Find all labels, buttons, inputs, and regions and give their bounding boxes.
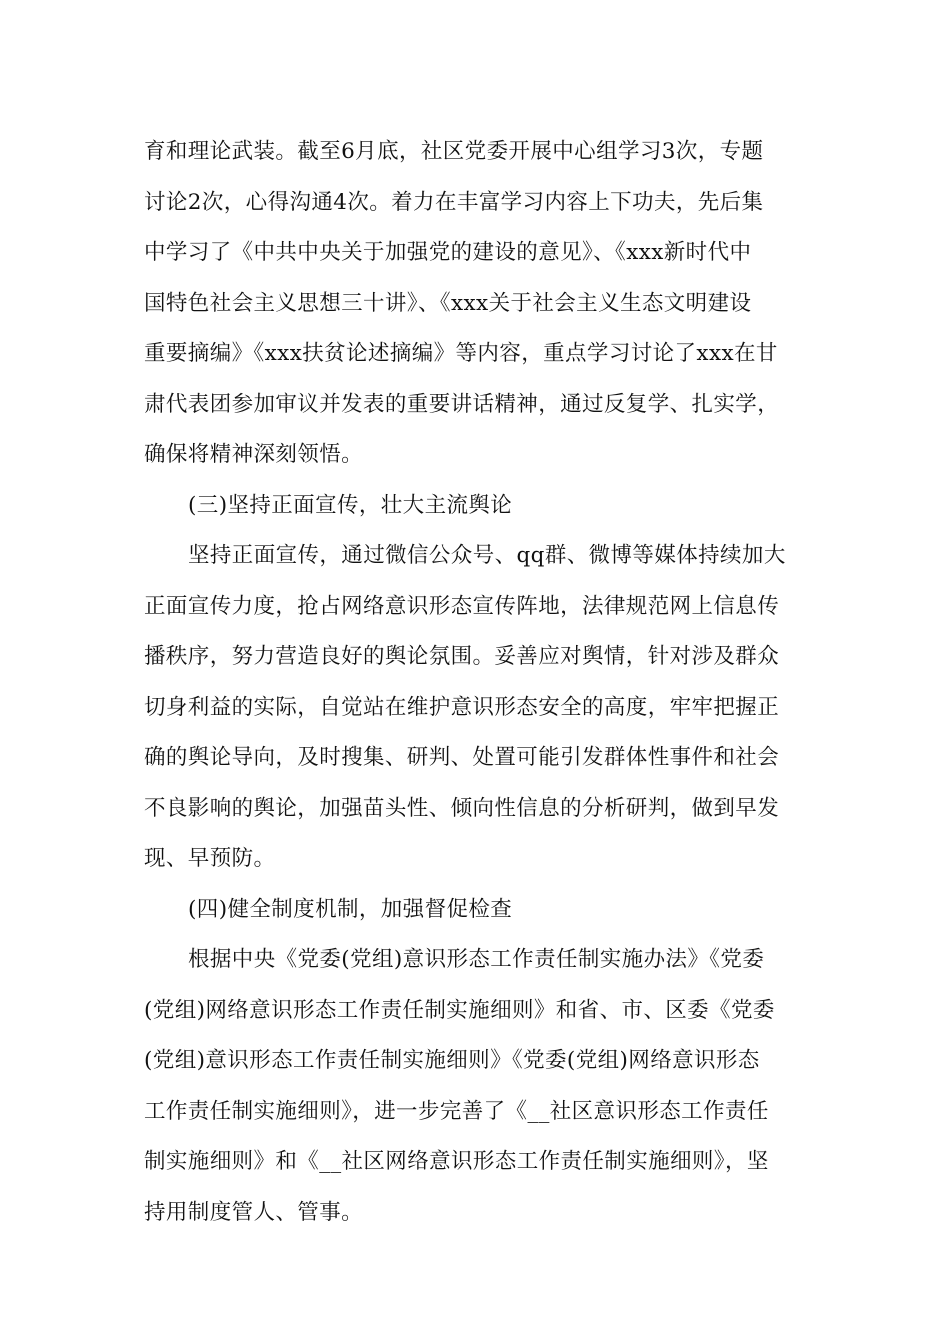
text-line-6: 肃代表团参加审议并发表的重要讲话精神，通过反复学、扎实学， (144, 391, 780, 417)
text-line-20: 工作责任制实施细则》，进一步完善了《__社区意识形态工作责任 (144, 1098, 769, 1124)
text-line-2: 讨论2次，心得沟通4次。着力在丰富学习内容上下功夫，先后集 (144, 189, 764, 215)
text-line-5: 重要摘编》《xxx扶贫论述摘编》等内容，重点学习讨论了xxx在甘 (144, 341, 778, 366)
text-line-4: 国特色社会主义思想三十讲》、《xxx关于社会主义生态文明建设 (144, 290, 752, 316)
text-line-18: (党组)网络意识形态工作责任制实施细则》和省、市、区委《党委 (144, 997, 775, 1023)
text-line-17: 根据中央《党委(党组)意识形态工作责任制实施办法》《党委 (188, 947, 765, 972)
document-body (144, 127, 808, 1238)
text-line-14: 不良影响的舆论，加强苗头性、倾向性信息的分析研判，做到早发 (144, 795, 780, 821)
text-line-19: (党组)意识形态工作责任制实施细则》《党委(党组)网络意识形态 (144, 1048, 760, 1073)
text-line-12: 切身利益的实际，自觉站在维护意识形态安全的高度，牢牢把握正 (144, 694, 780, 720)
text-line-22: 持用制度管人、管事。 (144, 1199, 364, 1225)
text-line-3: 中学习了《中共中央关于加强党的建设的意见》、《xxx新时代中 (144, 240, 752, 265)
text-line-7: 确保将精神深刻领悟。 (144, 442, 364, 467)
text-line-10: 正面宣传力度，抢占网络意识形态宣传阵地，法律规范网上信息传 (144, 593, 780, 619)
section-heading-3: (三)坚持正面宣传，壮大主流舆论 (188, 492, 513, 518)
text-line-1: 育和理论武装。截至6月底，社区党委开展中心组学习3次，专题 (144, 139, 764, 164)
text-line-21: 制实施细则》和《__社区网络意识形态工作责任制实施细则》，坚 (144, 1149, 769, 1174)
section-heading-4: (四)健全制度机制，加强督促检查 (188, 896, 513, 922)
text-line-13: 确的舆论导向，及时搜集、研判、处置可能引发群体性事件和社会 (144, 745, 780, 770)
text-line-11: 播秩序，努力营造良好的舆论氛围。妥善应对舆情，针对涉及群众 (144, 644, 780, 669)
text-line-15: 现、早预防。 (144, 846, 276, 871)
text-line-9: 坚持正面宣传，通过微信公众号、qq群、微博等媒体持续加大 (188, 543, 786, 568)
